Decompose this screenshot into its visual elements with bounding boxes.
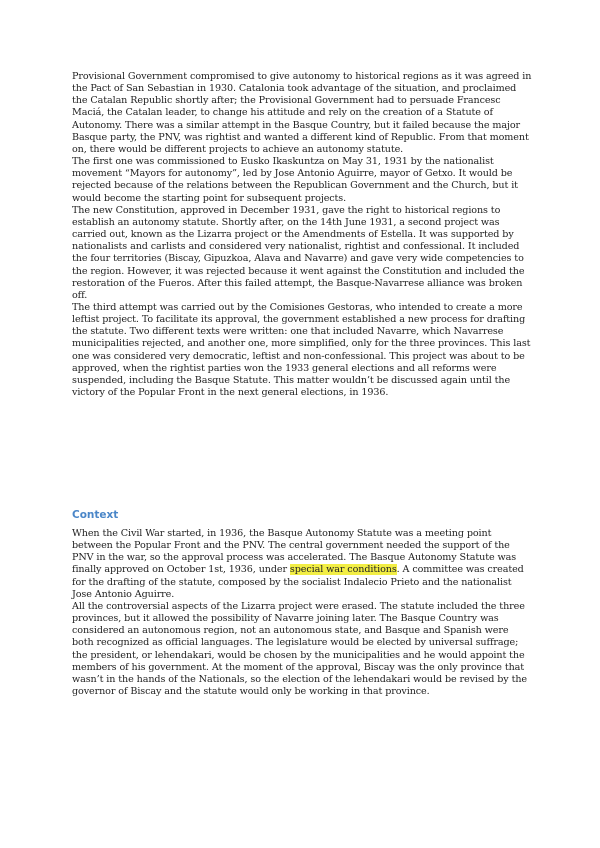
text-run: . A committee was created for the drafting of the statute, composed by the socialist Indalecio Prieto and the nationalist Jose Antonio Aguirre. xyxy=(72,564,524,600)
paragraph: The new Constitution, approved in December 1931, gave the right to historical regions to establish an autonomy statute. Shortly after, on the 14th June 1931, a second project was carried out, known as the Lizarra project or the Amendments of Estella. It was supported by nationalists and carlists and considered very nationalist, rightist and confessional. It included the four territories (Biscay, Gipuzkoa, Alava and Navarre) and gave very wide competencies to the region. However, it was rejected because it went against the Constitution and included the restoration of the Fueros. After this failed attempt, the Basque-Navarrese alliance was broken off. xyxy=(72,204,525,301)
paragraph: Provisional Government compromised to give autonomy to historical regions as it was agreed in the Pact of San Sebastian in 1930. Catalonia took advantage of the situation, and proclaimed the Catalan Republic shortly after; the Provisional Government had to persuade Francesc Maciá, the Catalan leader, to change his attitude and rely on the creation of a Statute of Autonomy. There was a similar attempt in the Basque Country, but it failed because the major Basque party, the PNV, was rightist and wanted a different kind of Republic. From that moment on, there would be different projects to achieve an autonomy statute. xyxy=(72,71,532,155)
paragraph: The third attempt was carried out by the Comisiones Gestoras, who intended to create a more leftist project. To facilitate its approval, the government established a new process for drafting the statute. Two different texts were written: one that included Navarre, which Navarrese municipalities rejected, and another one, more simplified, only for the three provinces. This last one was considered very democratic, leftist and non-confessional. This project was about to be approved, when the rightist parties won the 1933 general elections and all reforms were suspended, including the Basque Statute. This matter wouldn’t be discussed again until the victory of the Popular Front in the next general elections, in 1936. xyxy=(72,301,531,399)
paragraph xyxy=(72,528,532,601)
body-text-section xyxy=(72,71,532,399)
context-section xyxy=(72,528,532,698)
paragraph: All the controversial aspects of the Lizarra project were erased. The statute included the three provinces, but it allowed the possibility of Navarre joining later. The Basque Country was considered an autonomous region, not an autonomous state, and Basque and Spanish were both recognized as official languages. The legislature would be elected by universal suffrage; the president, or lehendakari, would be chosen by the municipalities and he would appoint the members of his government. At the moment of the approval, Biscay was the only province that wasn’t in the hands of the Nationals, so the election of the lehendakari would be revised by the governor of Biscay and the statute would only be working in that province. xyxy=(72,600,527,698)
text-run: When the Civil War started, in 1936, the Basque Autonomy Statute was a meeting point between the Popular Front and the PNV. The central government needed the support of the PNV in the war, so the approval process was accelerated. The Basque Autonomy Statute was finally approved on October 1st, 1936, under xyxy=(72,528,517,576)
highlighted-text: special war conditions xyxy=(289,564,397,576)
paragraph: The first one was commissioned to Eusko Ikaskuntza on May 31, 1931 by the nationalist movement “Mayors for autonomy”, led by Jose Antonio Aguirre, mayor of Getxo. It would be rejected because of the relations between the Republican Government and the Church, but it would become the starting point for subsequent projects. xyxy=(72,156,518,204)
section-heading: Context xyxy=(72,509,119,521)
